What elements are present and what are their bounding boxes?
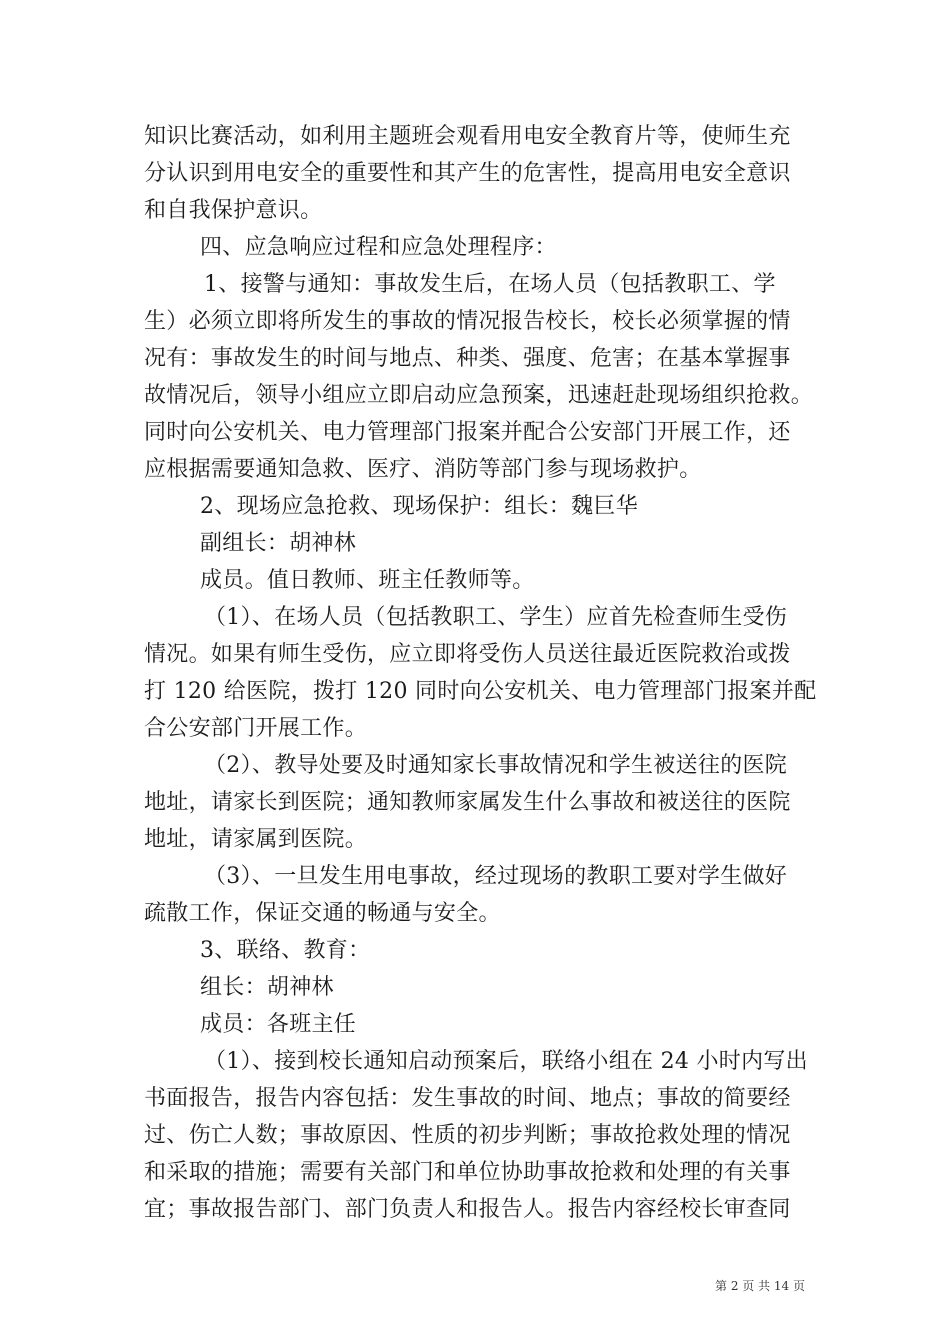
paragraph-line: 地址，请家属到医院。 [144, 827, 368, 852]
paragraph-line: 副组长：胡神林 [200, 531, 357, 556]
paragraph-line: 组长：胡神林 [200, 975, 334, 1000]
paragraph-line: 况有：事故发生的时间与地点、种类、强度、危害；在基本掌握事 [144, 346, 791, 371]
paragraph-line: 疏散工作，保证交通的畅通与安全。 [144, 901, 501, 926]
paragraph-line: 应根据需要通知急救、医疗、消防等部门参与现场救护。 [144, 457, 702, 482]
paragraph-line: 成员：各班主任 [200, 1012, 357, 1037]
document-body [144, 118, 817, 1228]
paragraph-line: 书面报告，报告内容包括：发生事故的时间、地点；事故的简要经 [144, 1086, 791, 1111]
paragraph-line: 成员。值日教师、班主任教师等。 [200, 568, 535, 593]
paragraph-line: 生）必须立即将所发生的事故的情况报告校长，校长必须掌握的情 [144, 309, 791, 334]
paragraph-line: 和自我保护意识。 [144, 198, 323, 223]
paragraph-line: 3、联络、教育： [200, 938, 371, 963]
paragraph-line: 宜；事故报告部门、部门负责人和报告人。报告内容经校长审查同 [144, 1197, 791, 1222]
paragraph-line: 2、现场应急抢救、现场保护：组长：魏巨华 [200, 494, 638, 519]
paragraph-line: 情况。如果有师生受伤，应立即将受伤人员送往最近医院救治或拨 [144, 642, 791, 667]
paragraph-line: 和采取的措施；需要有关部门和单位协助事故抢救和处理的有关事 [144, 1160, 791, 1185]
paragraph-line: （1）、接到校长通知启动预案后，联络小组在 24 小时内写出 [204, 1049, 808, 1074]
paragraph-line: 1、接警与通知：事故发生后，在场人员（包括教职工、学 [204, 272, 776, 297]
paragraph-line: （2）、教导处要及时通知家长事故情况和学生被送往的医院 [204, 753, 788, 778]
paragraph-line: 地址，请家长到医院；通知教师家属发生什么事故和被送往的医院 [144, 790, 791, 815]
paragraph-line: （3）、一旦发生用电事故，经过现场的教职工要对学生做好 [204, 864, 788, 889]
paragraph-line: 合公安部门开展工作。 [144, 716, 368, 741]
paragraph-line: 故情况后，领导小组应立即启动应急预案，迅速赶赴现场组织抢救。 [144, 383, 814, 408]
paragraph-line: 知识比赛活动，如利用主题班会观看用电安全教育片等，使师生充 [144, 124, 791, 149]
paragraph-line: 打 120 给医院，拨打 120 同时向公安机关、电力管理部门报案并配 [144, 679, 817, 704]
paragraph-line: 过、伤亡人数；事故原因、性质的初步判断；事故抢救处理的情况 [144, 1123, 791, 1148]
paragraph-line: 同时向公安机关、电力管理部门报案并配合公安部门开展工作，还 [144, 420, 791, 445]
section-heading: 四、应急响应过程和应急处理程序： [200, 235, 557, 260]
page-number: 第 2 页 共 14 页 [715, 1279, 805, 1293]
paragraph-line: 分认识到用电安全的重要性和其产生的危害性，提高用电安全意识 [144, 161, 791, 186]
paragraph-line: （1）、在场人员（包括教职工、学生）应首先检查师生受伤 [204, 605, 788, 630]
